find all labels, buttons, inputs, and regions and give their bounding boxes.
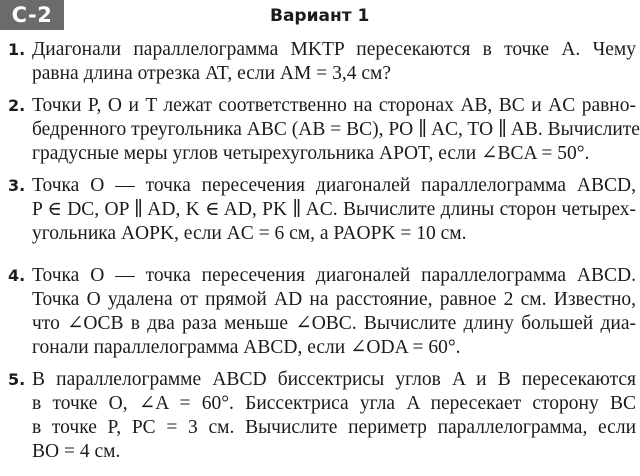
problem-line: гонали параллелограмма ABCD, если ∠ODA = 60°. (32, 337, 461, 358)
problem-number: 2. (8, 96, 26, 115)
problem-number: 1. (8, 40, 26, 59)
problem-line: Диагонали параллелограмма MKTP пересекаются в точке A. Чему (32, 39, 636, 60)
problem-line: в точке P, PC = 3 см. Вычислите периметр параллелограмма, если (32, 417, 636, 438)
problem-line: равна длина отрезка AT, если AM = 3,4 см? (32, 63, 391, 84)
problem-line: BO = 4 см. (32, 441, 121, 462)
problem-3 (0, 174, 636, 246)
problem-number: 5. (8, 370, 26, 389)
problem-line: Точка O удалена от прямой AD на расстояние, равное 2 см. Известно, (32, 289, 636, 310)
problem-5 (0, 368, 636, 464)
problem-line: бедренного треугольника ABC (AB = BC), PO ∥ AC, TO ∥ AB. Вычислите (32, 119, 640, 140)
problem-line: Точка O — точка пересечения диагоналей параллелограмма ABCD. (32, 265, 636, 286)
problem-line: угольника AOPK, если AC = 6 см, а PAOPK = 10 см. (32, 223, 467, 244)
problem-line: Точки P, O и T лежат соответственно на сторонах AB, BC и AC равно- (32, 95, 636, 116)
problem-1 (0, 38, 636, 86)
problem-line: P ∈ DC, OP ∥ AD, K ∈ AD, PK ∥ AC. Вычислите длины сторон четырех- (32, 199, 636, 220)
problem-line: что ∠OCB в два раза меньше ∠OBC. Вычислите длину большей диа- (32, 313, 636, 334)
problem-line: в точке O, ∠A = 60°. Биссектриса угла A пересекает сторону BC (32, 393, 636, 414)
problem-line: градусные меры углов четырехугольника APOT, если ∠BCA = 50°. (32, 143, 590, 164)
problem-4 (0, 264, 636, 360)
problem-2 (0, 94, 640, 166)
problem-line: Точка O — точка пересечения диагоналей параллелограмма ABCD, (32, 175, 636, 196)
section-badge: C-2 (0, 0, 64, 30)
problem-line: В параллелограмме ABCD биссектрисы углов A и B пересекаются (32, 369, 636, 390)
problem-number: 3. (8, 176, 26, 195)
problem-number: 4. (8, 266, 26, 285)
variant-title: Вариант 1 (270, 6, 370, 26)
